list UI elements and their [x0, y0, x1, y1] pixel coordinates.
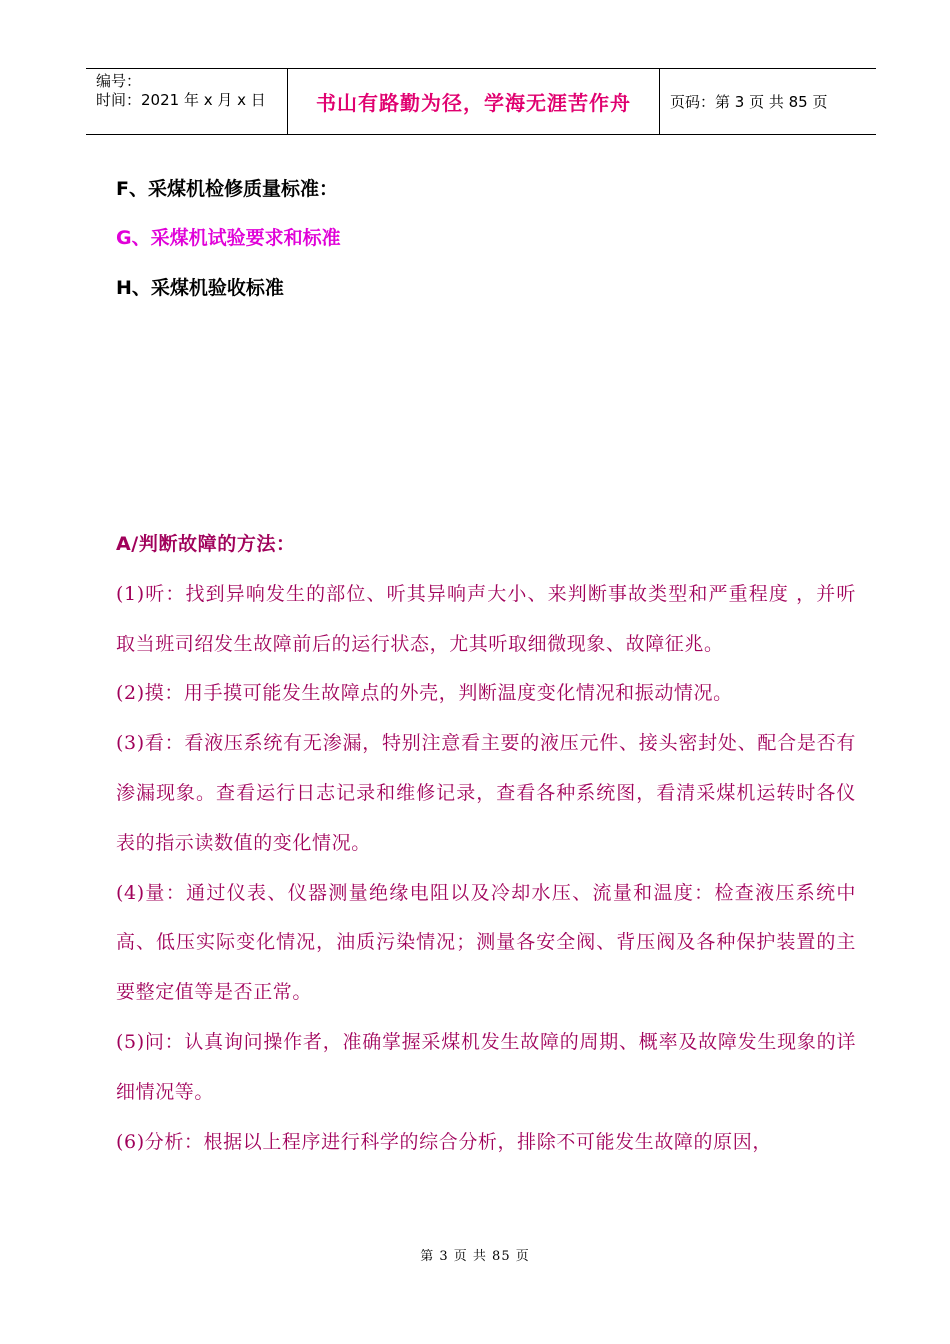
header-meta	[86, 69, 288, 134]
paragraph-look: (3)看：看液压系统有无渗漏，特别注意看主要的液压元件、接头密封处、配合是否有渗漏现象。查看运行日志记录和维修记录，查看各种系统图，看清采煤机运转时各仪表的指示读数值的变化情况。	[116, 732, 856, 854]
header-motto: 书山有路勤为径，学海无涯苦作舟	[288, 69, 660, 134]
header-number-label: 编号：	[96, 72, 142, 90]
section-heading-h: H、采煤机验收标准	[116, 277, 284, 299]
fault-diagnosis-section	[116, 520, 856, 1167]
header-date-label: 时间：2021 年 x 月 x 日	[96, 91, 266, 109]
section-title: A/判断故障的方法：	[116, 533, 296, 555]
page-footer: 第 3 页 共 85 页	[420, 1249, 530, 1264]
paragraph-ask: (5)问：认真询问操作者，准确掌握采煤机发生故障的周期、概率及故障发生现象的详细情况等。	[116, 1030, 856, 1103]
paragraph-listen: (1)听：找到异响发生的部位、听其异响声大小、来判断事故类型和严重程度 ，并听取当班司绍发生故障前后的运行状态，尤其听取细微现象、故障征兆。	[116, 582, 856, 655]
document-header	[86, 68, 876, 135]
paragraph-measure: (4)量：通过仪表、仪器测量绝缘电阻以及冷却水压、流量和温度：检查液压系统中高、低压实际变化情况，油质污染情况；测量各安全阀、背压阀及各种保护装置的主要整定值等是否正常。	[116, 881, 856, 1004]
paragraph-touch: (2)摸：用手摸可能发生故障点的外壳，判断温度变化情况和振动情况。	[116, 682, 733, 705]
header-page-info: 页码：第 3 页 共 85 页	[670, 93, 828, 111]
section-heading-g: G、采煤机试验要求和标准	[116, 227, 341, 249]
section-heading-f: F、采煤机检修质量标准：	[116, 178, 338, 200]
paragraph-analyze: (6)分析：根据以上程序进行科学的综合分析，排除不可能发生故障的原因，	[116, 1130, 772, 1153]
